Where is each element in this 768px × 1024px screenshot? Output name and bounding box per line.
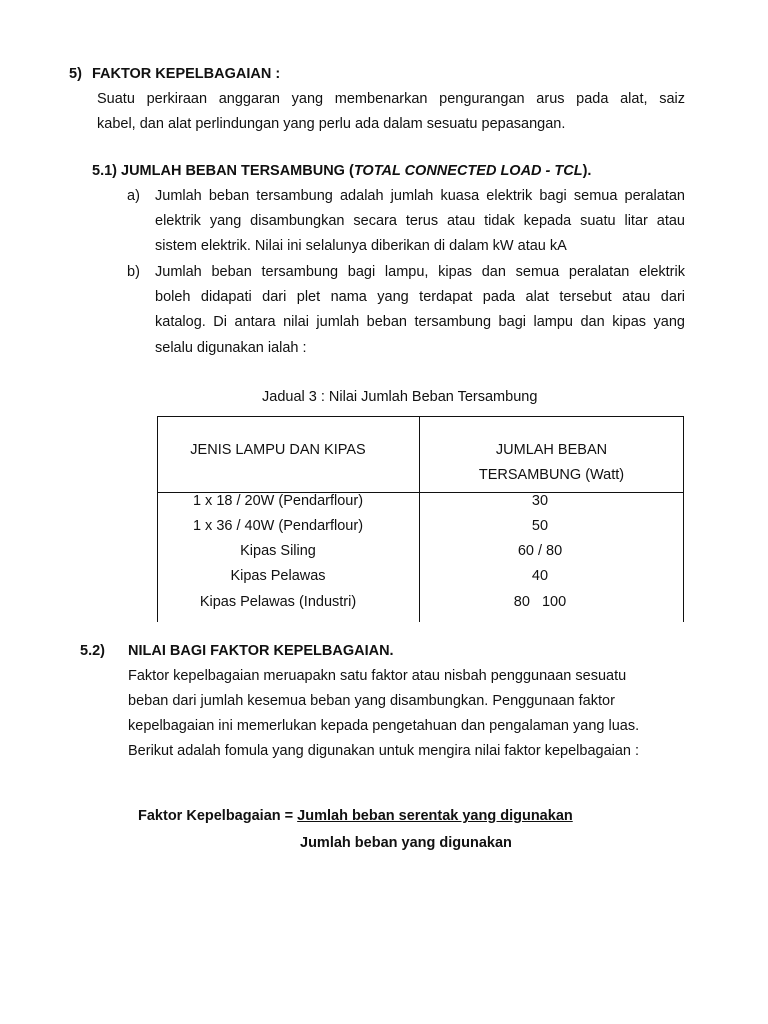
section-5-1-title-italic: TOTAL CONNECTED LOAD - TCL: [353, 163, 583, 179]
row-5-type: Kipas Pelawas (Industri): [199, 594, 357, 610]
row-1-type: 1 x 18 / 20W (Pendarflour): [192, 493, 364, 509]
formula-denominator: Jumlah beban yang digunakan: [300, 835, 512, 851]
item-a-line-2: elektrik yang disambungkan secara terus atau tidak kepada suatu litar atau: [155, 213, 685, 229]
section-5-2-line-3: kepelbagaian ini memerlukan kepada pengetahuan dan pengalaman yang luas.: [128, 718, 640, 734]
section-5-2-line-1: Faktor kepelbagaian meruapakn satu faktor atau nisbah penggunaan sesuatu: [128, 668, 627, 684]
section-5-2-line-2: beban dari jumlah kesemua beban yang disambungkan. Penggunaan faktor: [128, 693, 615, 709]
row-2-load: 50: [531, 518, 549, 534]
formula-lhs: Faktor Kepelbagaian =: [138, 808, 298, 824]
section-5-line-1: Suatu perkiraan anggaran yang membenarkan pengurangan arus pada alat, saiz: [97, 91, 685, 107]
row-2-type: 1 x 36 / 40W (Pendarflour): [192, 518, 364, 534]
item-b-marker: b): [127, 264, 140, 280]
section-5-line-2: kabel, dan alat perlindungan yang perlu ada dalam sesuatu pepasangan.: [97, 116, 566, 132]
row-1-load: 30: [531, 493, 549, 509]
formula-numerator: Jumlah beban serentak yang digunakan: [297, 808, 573, 824]
item-b-line-3: katalog. Di antara nilai jumlah beban tersambung bagi lampu dan kipas yang: [155, 314, 685, 330]
section-5-2-number: 5.2): [80, 643, 105, 659]
formula-numerator-line: [138, 808, 573, 824]
header-col-load-line-1: JUMLAH BEBAN: [495, 442, 608, 458]
table-caption: Jadual 3 : Nilai Jumlah Beban Tersambung: [262, 389, 538, 405]
item-b-line-1: Jumlah beban tersambung bagi lampu, kipas dan semua peralatan elektrik: [155, 264, 685, 280]
section-5-2-title: NILAI BAGI FAKTOR KEPELBAGAIAN.: [128, 643, 394, 659]
row-3-load: 60 / 80: [517, 543, 563, 559]
item-a-line-3: sistem elektrik. Nilai ini selalunya diberikan di dalam kW atau kA: [155, 238, 567, 254]
row-5-load: 80 100: [513, 594, 567, 610]
section-5-2-line-4: Berikut adalah fomula yang digunakan untuk mengira nilai faktor kepelbagaian :: [128, 743, 640, 759]
item-b-line-2: boleh didapati dari plet nama yang terdapat pada alat tersebut atau dari: [155, 289, 685, 305]
section-5-1-title-prefix: 5.1) JUMLAH BEBAN TERSAMBUNG (: [92, 163, 354, 179]
section-5-1-title-suffix: ).: [582, 163, 592, 179]
item-a-marker: a): [127, 188, 140, 204]
header-col-type: JENIS LAMPU DAN KIPAS: [190, 442, 366, 458]
header-col-load-line-2: TERSAMBUNG (Watt): [478, 467, 625, 483]
row-4-load: 40: [531, 568, 549, 584]
item-b-line-4: selalu digunakan ialah :: [155, 340, 307, 356]
row-4-type: Kipas Pelawas: [230, 568, 326, 584]
item-a-line-1: Jumlah beban tersambung adalah jumlah kuasa elektrik bagi semua peralatan: [155, 188, 685, 204]
section-5-heading: [69, 66, 280, 82]
section-5-number: 5): [69, 66, 82, 82]
load-table: [157, 416, 684, 622]
section-5-title: FAKTOR KEPELBAGAIAN :: [91, 66, 281, 82]
section-5-1-heading: [92, 163, 591, 179]
row-3-type: Kipas Siling: [240, 543, 316, 559]
